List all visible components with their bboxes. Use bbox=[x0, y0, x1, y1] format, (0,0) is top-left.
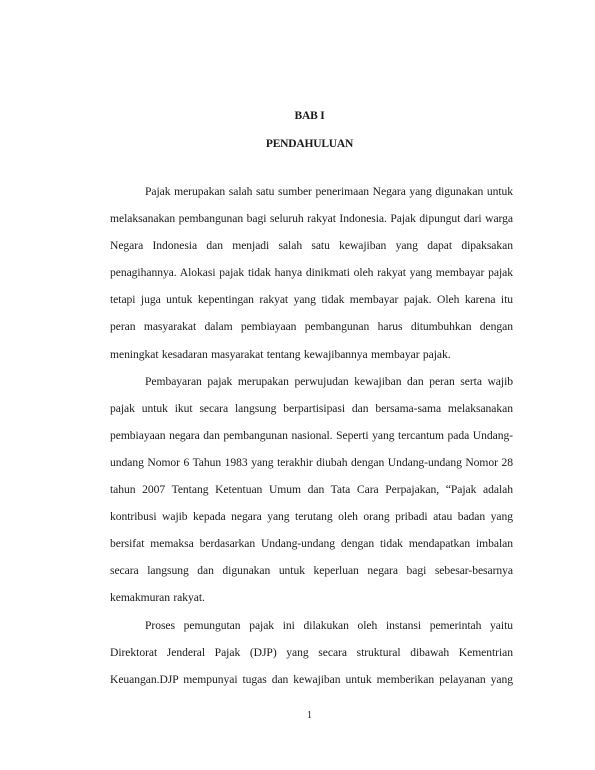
page-number: 1 bbox=[307, 710, 312, 721]
paragraph-3: Proses pemungutan pajak ini dilakukan oleh instansi pemerintah yaitu Direktorat Jenderal Pajak (DJP) yang secara struktural dibawah Kementrian Keuangan.DJP mempunyai tugas dan kewajiban untuk memberikan pelayanan yang bbox=[110, 618, 513, 686]
paragraph-2: Pembayaran pajak merupakan perwujudan kewajiban dan peran serta wajib pajak untuk ikut secara langsung berpartisipasi dan bersama-sama melaksanakan pembiayaan negara dan pembangunan nasional. Seperti yang tercantum pada Undang-undang Nomor 6 Tahun 1983 yang terakhir diubah dengan Undang-undang Nomor 28 tahun 2007 Tentang Ketentuan Umum dan Tata Cara Perpajakan, “Pajak adalah kontribusi wajib kepada negara yang terutang oleh orang pribadi atau badan yang bersifat memaksa berdasarkan Undang-undang dengan tidak mendapatkan imbalan secara langsung dan digunakan untuk keperluan negara bagi sebesar-besarnya kemakmuran rakyat. bbox=[110, 374, 513, 605]
body-text bbox=[110, 178, 513, 693]
paragraph-1: Pajak merupakan salah satu sumber penerimaan Negara yang digunakan untuk melaksanakan pembangunan bagi seluruh rakyat Indonesia. Pajak dipungut dari warga Negara Indonesia dan menjadi salah satu kewajiban yang dapat dipaksakan penagihannya. Alokasi pajak tidak hanya dinikmati oleh rakyat yang membayar pajak tetapi juga untuk kepentingan rakyat yang tidak membayar pajak. Oleh karena itu peran masyarakat dalam pembiayaan pembangunan harus ditumbuhkan dengan meningkat kesadaran masyarakat tentang kewajibannya membayar pajak. bbox=[110, 185, 513, 361]
chapter-heading: BAB I bbox=[294, 110, 325, 122]
chapter-title: PENDAHULUAN bbox=[265, 138, 354, 150]
